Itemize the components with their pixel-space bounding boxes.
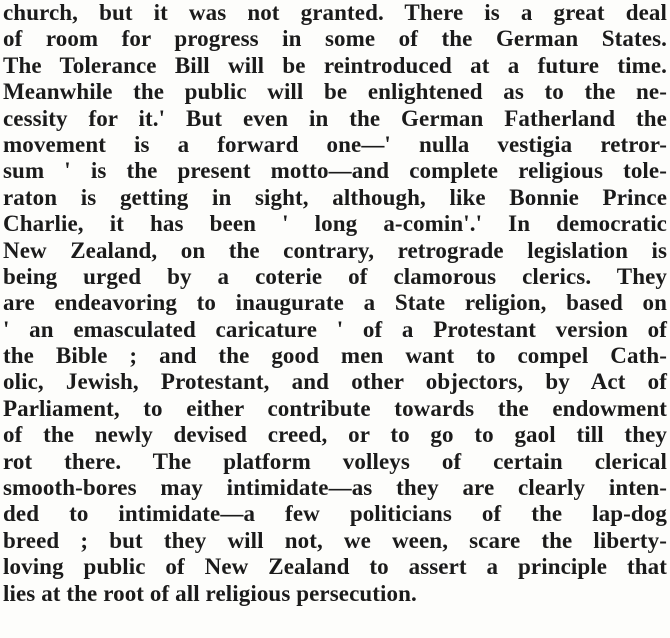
text-line: rot there. The platform volleys of certain clerical bbox=[3, 448, 667, 474]
text-line: breed ; but they will not, we ween, scare the liberty- bbox=[3, 527, 667, 553]
text-line: Meanwhile the public will be enlightened as to the ne- bbox=[3, 79, 667, 105]
text-line: The Tolerance Bill will be reintroduced at a future time. bbox=[3, 52, 667, 78]
text-line: cessity for it.' But even in the German Fatherland the bbox=[3, 105, 667, 131]
text-line: raton is getting in sight, although, like Bonnie Prince bbox=[3, 184, 667, 210]
text-line: olic, Jewish, Protestant, and other objectors, by Act of bbox=[3, 369, 667, 395]
text-line: loving public of New Zealand to assert a principle that bbox=[3, 554, 667, 580]
text-line: Charlie, it has been ' long a-comin'.' In democratic bbox=[3, 211, 667, 237]
text-line-last: lies at the root of all religious persecution. bbox=[3, 580, 417, 606]
article-column bbox=[3, 0, 667, 607]
text-line: smooth-bores may intimidate—as they are clearly inten- bbox=[3, 475, 667, 501]
text-line: sum ' is the present motto—and complete religious tole- bbox=[3, 158, 667, 184]
text-line: being urged by a coterie of clamorous clerics. They bbox=[3, 263, 667, 289]
text-line: the Bible ; and the good men want to compel Cath- bbox=[3, 343, 667, 369]
text-line: ded to intimidate—a few politicians of the lap-dog bbox=[3, 501, 667, 527]
text-line: of the newly devised creed, or to go to gaol till they bbox=[3, 422, 667, 448]
text-line: Parliament, to either contribute towards the endowment bbox=[3, 395, 667, 421]
text-line: are endeavoring to inaugurate a State religion, based on bbox=[3, 290, 667, 316]
text-line: ' an emasculated caricature ' of a Protestant version of bbox=[3, 316, 667, 342]
text-line: church, but it was not granted. There is a great deal bbox=[3, 0, 667, 25]
text-line: of room for progress in some of the German States. bbox=[3, 26, 667, 52]
text-line: New Zealand, on the contrary, retrograde legislation is bbox=[3, 237, 667, 263]
text-line: movement is a forward one—' nulla vestigia retror- bbox=[3, 131, 667, 157]
